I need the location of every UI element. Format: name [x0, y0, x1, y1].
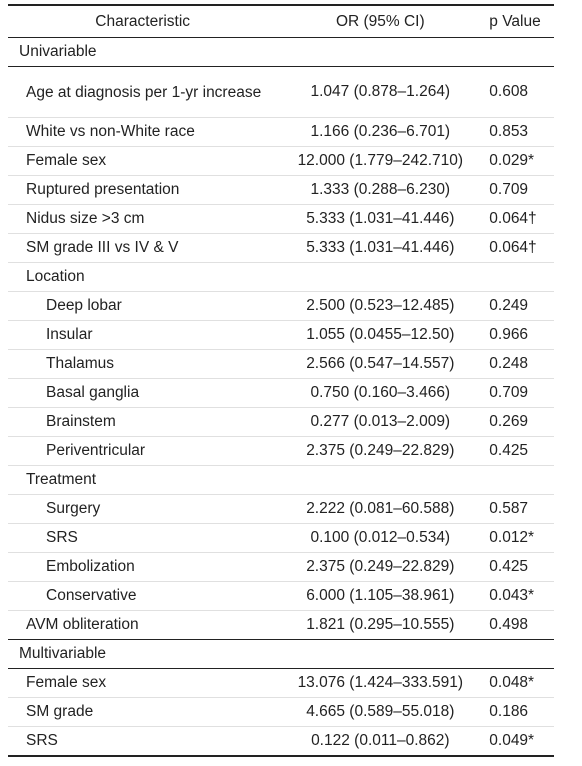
- row-label: Nidus size >3 cm: [8, 205, 277, 234]
- row-p: 0.049*: [483, 727, 554, 757]
- row-label: SM grade: [8, 698, 277, 727]
- table-row: [8, 698, 554, 727]
- row-or: 2.375 (0.249–22.829): [277, 437, 483, 466]
- row-or: 5.333 (1.031–41.446): [277, 234, 483, 263]
- table-row: [8, 67, 554, 118]
- row-p: 0.269: [483, 408, 554, 437]
- row-p: 0.853: [483, 118, 554, 147]
- row-p: 0.012*: [483, 524, 554, 553]
- row-p: 0.425: [483, 437, 554, 466]
- table-row: [8, 379, 554, 408]
- row-or: 2.375 (0.249–22.829): [277, 553, 483, 582]
- row-or: 4.665 (0.589–55.018): [277, 698, 483, 727]
- table-row: [8, 176, 554, 205]
- row-or: 1.047 (0.878–1.264): [277, 67, 483, 118]
- row-or: 1.055 (0.0455–12.50): [277, 321, 483, 350]
- section-multivariable: [8, 640, 554, 669]
- row-p: 0.064†: [483, 234, 554, 263]
- row-label: SM grade III vs IV & V: [8, 234, 277, 263]
- row-p: 0.709: [483, 176, 554, 205]
- row-or: 0.750 (0.160–3.466): [277, 379, 483, 408]
- header-p-value: p Value: [483, 5, 554, 38]
- row-p: 0.248: [483, 350, 554, 379]
- subgroup-label: Location: [8, 263, 277, 292]
- row-or: 2.566 (0.547–14.557): [277, 350, 483, 379]
- table-row: [8, 669, 554, 698]
- table-row: [8, 611, 554, 640]
- table-row: [8, 437, 554, 466]
- row-label: Embolization: [8, 553, 277, 582]
- row-or: 6.000 (1.105–38.961): [277, 582, 483, 611]
- row-p: 0.043*: [483, 582, 554, 611]
- row-label: AVM obliteration: [8, 611, 277, 640]
- row-or: 2.222 (0.081–60.588): [277, 495, 483, 524]
- row-or: 5.333 (1.031–41.446): [277, 205, 483, 234]
- section-label: Univariable: [8, 38, 277, 67]
- row-label: Ruptured presentation: [8, 176, 277, 205]
- header-or: OR (95% CI): [277, 5, 483, 38]
- row-label: Brainstem: [8, 408, 277, 437]
- row-label: SRS: [8, 524, 277, 553]
- table-row: [8, 727, 554, 757]
- subgroup-location: [8, 263, 554, 292]
- row-or: 0.100 (0.012–0.534): [277, 524, 483, 553]
- table-row: [8, 321, 554, 350]
- row-or: 13.076 (1.424–333.591): [277, 669, 483, 698]
- table-row: [8, 234, 554, 263]
- table-row: [8, 350, 554, 379]
- row-label: Female sex: [8, 147, 277, 176]
- table-row: [8, 118, 554, 147]
- row-or: 12.000 (1.779–242.710): [277, 147, 483, 176]
- row-label: Thalamus: [8, 350, 277, 379]
- row-or: 2.500 (0.523–12.485): [277, 292, 483, 321]
- row-label: Age at diagnosis per 1-yr increase: [8, 67, 277, 118]
- row-label: Basal ganglia: [8, 379, 277, 408]
- table-header-row: [8, 5, 554, 38]
- odds-ratio-table: [8, 4, 554, 757]
- row-label: Insular: [8, 321, 277, 350]
- row-p: 0.966: [483, 321, 554, 350]
- row-label: White vs non-White race: [8, 118, 277, 147]
- row-p: 0.186: [483, 698, 554, 727]
- table-row: [8, 205, 554, 234]
- row-or: 1.166 (0.236–6.701): [277, 118, 483, 147]
- row-p: 0.425: [483, 553, 554, 582]
- row-p: 0.608: [483, 67, 554, 118]
- row-label: Surgery: [8, 495, 277, 524]
- row-p: 0.709: [483, 379, 554, 408]
- row-label: Deep lobar: [8, 292, 277, 321]
- row-or: 0.277 (0.013–2.009): [277, 408, 483, 437]
- table-row: [8, 408, 554, 437]
- row-p: 0.587: [483, 495, 554, 524]
- row-label: Female sex: [8, 669, 277, 698]
- row-label: Conservative: [8, 582, 277, 611]
- table-row: [8, 147, 554, 176]
- section-univariable: [8, 38, 554, 67]
- table-row: [8, 553, 554, 582]
- subgroup-treatment: [8, 466, 554, 495]
- row-label: Periventricular: [8, 437, 277, 466]
- subgroup-label: Treatment: [8, 466, 277, 495]
- section-label: Multivariable: [8, 640, 277, 669]
- row-p: 0.048*: [483, 669, 554, 698]
- table-row: [8, 292, 554, 321]
- row-or: 1.821 (0.295–10.555): [277, 611, 483, 640]
- table-row: [8, 495, 554, 524]
- row-p: 0.064†: [483, 205, 554, 234]
- row-p: 0.249: [483, 292, 554, 321]
- row-p: 0.029*: [483, 147, 554, 176]
- row-label: SRS: [8, 727, 277, 757]
- results-table-container: [8, 4, 554, 757]
- table-row: [8, 524, 554, 553]
- header-characteristic: Characteristic: [8, 5, 277, 38]
- row-or: 1.333 (0.288–6.230): [277, 176, 483, 205]
- table-row: [8, 582, 554, 611]
- row-or: 0.122 (0.011–0.862): [277, 727, 483, 757]
- row-p: 0.498: [483, 611, 554, 640]
